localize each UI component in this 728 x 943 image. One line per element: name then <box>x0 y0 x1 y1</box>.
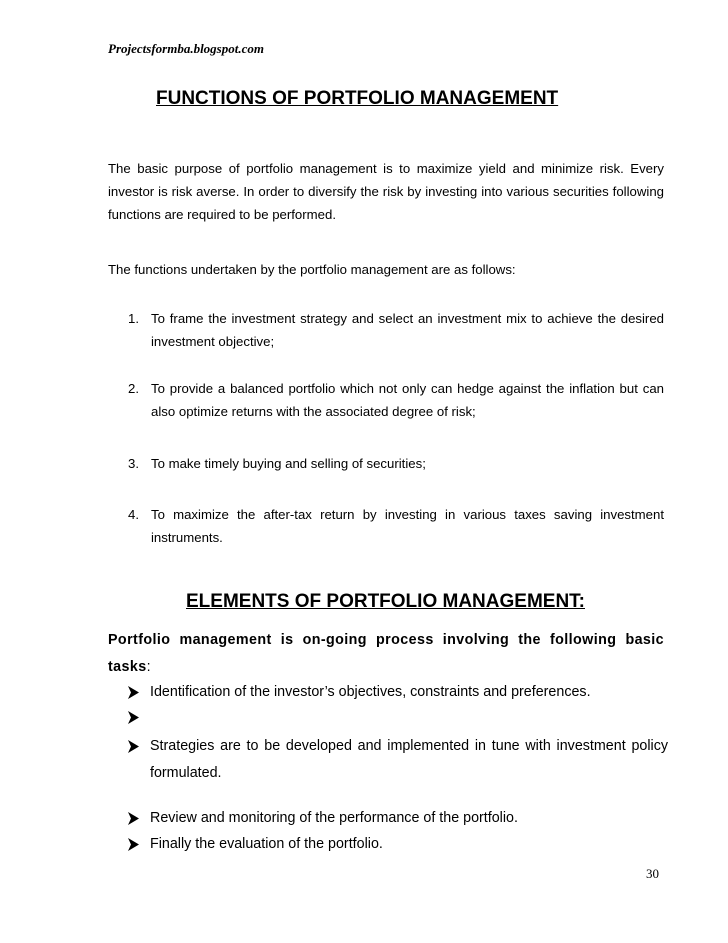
item-text: To make timely buying and selling of securities; <box>151 456 426 471</box>
item-number: 1. <box>128 311 139 326</box>
arrow-bullet-icon <box>128 812 139 825</box>
element-bullet <box>108 831 668 858</box>
arrow-bullet-icon <box>128 838 139 851</box>
bullet-text: Finally the evaluation of the portfolio. <box>150 836 383 852</box>
elements-intro-colon: : <box>146 659 151 675</box>
bullet-text: Strategies are to be developed and implemented in tune with investment policy formulated. <box>150 738 668 781</box>
intro-paragraph: The basic purpose of portfolio management is to maximize yield and minimize risk. Every investor is risk averse. In order to diversify the risk by investing into various securities following functions are required to be performed. <box>108 161 664 222</box>
bullet-text: Review and monitoring of the performance of the portfolio. <box>150 810 518 826</box>
item-number: 3. <box>128 456 139 471</box>
elements-intro <box>108 627 664 681</box>
arrow-bullet-icon <box>128 740 139 753</box>
item-text: To provide a balanced portfolio which not only can hedge against the inflation but can also optimize returns with the associated degree of risk; <box>151 381 664 419</box>
element-bullet <box>108 805 668 832</box>
function-item <box>108 377 664 423</box>
item-text: To frame the investment strategy and select an investment mix to achieve the desired investment objective; <box>151 311 664 349</box>
page-number: 30 <box>646 866 659 881</box>
section-title-elements: ELEMENTS OF PORTFOLIO MANAGEMENT: <box>186 591 585 612</box>
function-item <box>108 503 664 549</box>
blog-header: Projectsformba.blogspot.com <box>108 41 264 56</box>
element-bullet <box>108 679 668 706</box>
bullet-text: Identification of the investor’s objectives, constraints and preferences. <box>150 684 591 700</box>
item-number: 4. <box>128 507 139 522</box>
arrow-bullet-icon <box>128 686 139 699</box>
function-item <box>108 307 664 353</box>
arrow-bullet-icon <box>128 711 139 724</box>
item-text: To maximize the after-tax return by investing in various taxes saving investment instruments. <box>151 507 664 545</box>
function-item <box>108 452 664 475</box>
section-title-functions: FUNCTIONS OF PORTFOLIO MANAGEMENT <box>156 88 559 109</box>
elements-intro-line: Portfolio management is on-going process involving the following basic <box>108 632 664 648</box>
element-bullet <box>108 733 668 787</box>
item-number: 2. <box>128 381 139 396</box>
elements-intro-tasks: tasks <box>108 659 147 675</box>
functions-lead: The functions undertaken by the portfolio management are as follows: <box>108 262 516 277</box>
